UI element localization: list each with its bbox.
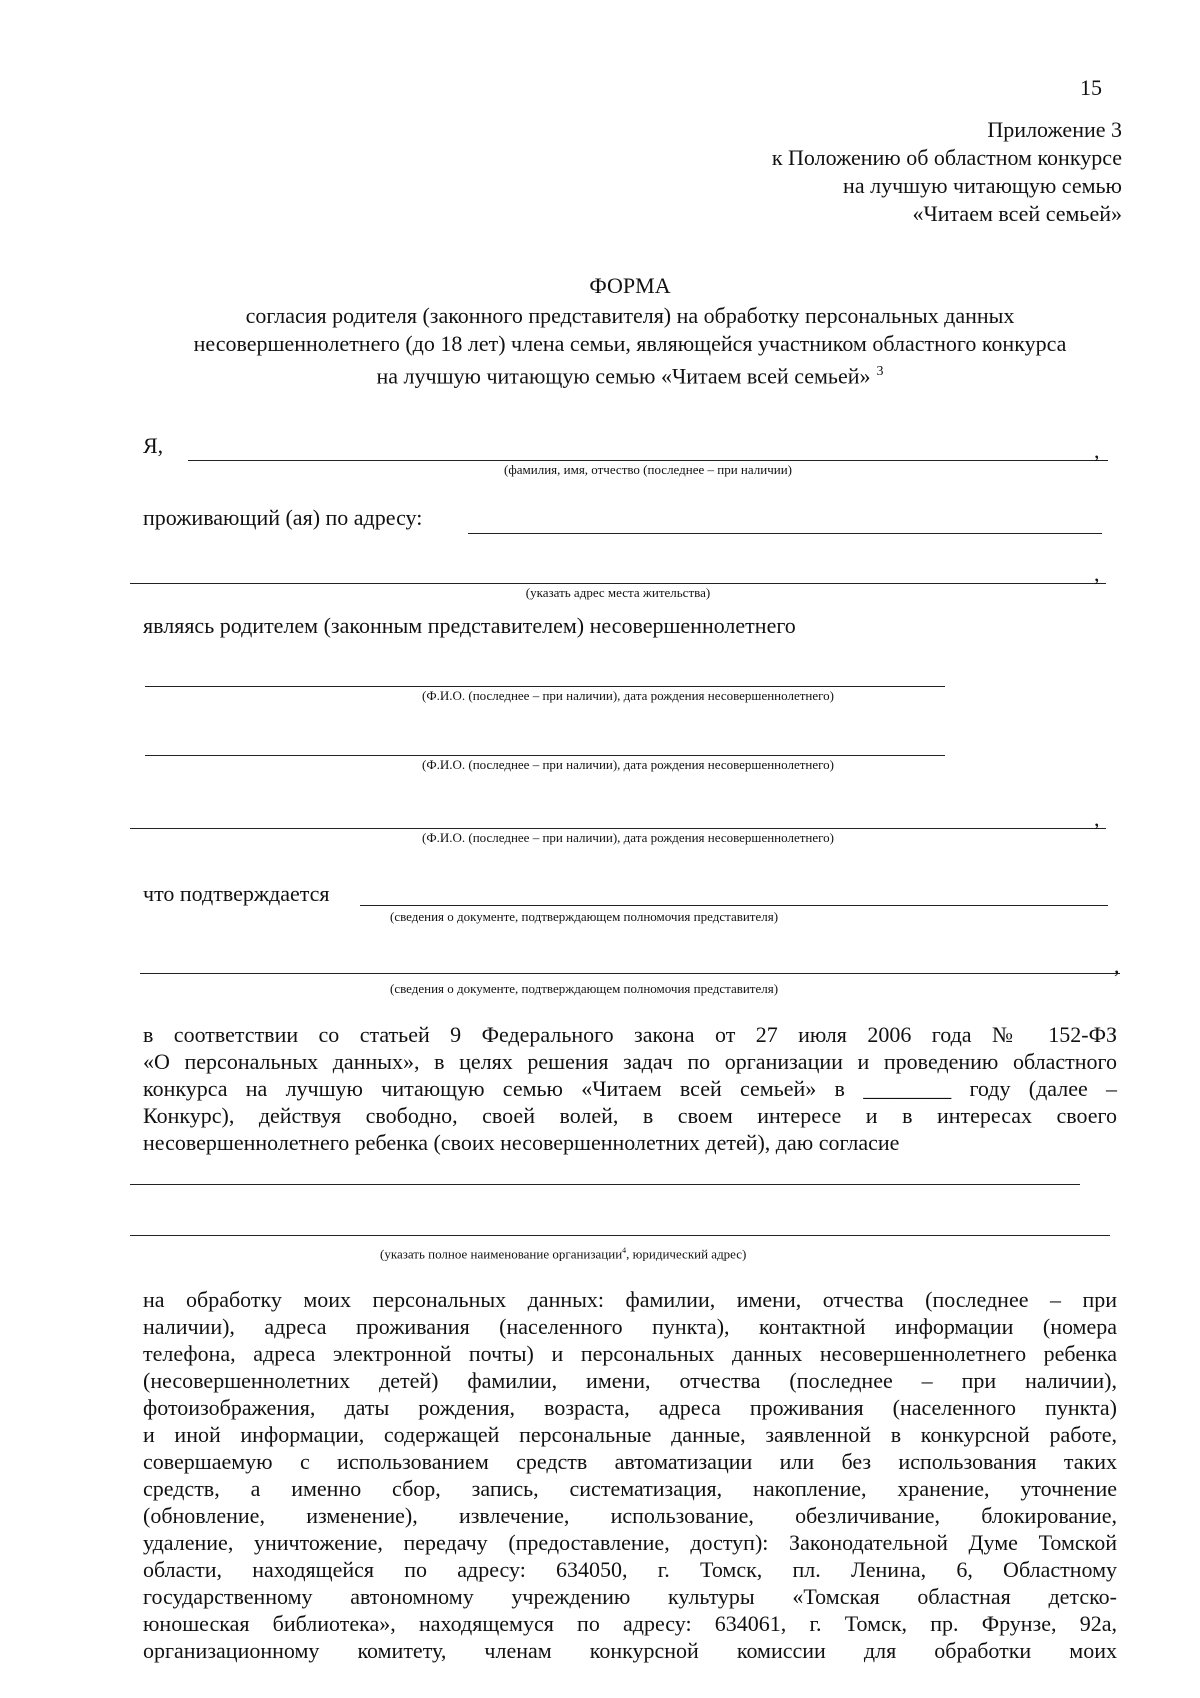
child-caption-1: (Ф.И.О. (последнее – при наличии), дата рождения несовершеннолетнего) <box>422 688 834 703</box>
paragraph2-line: организационному комитету, членам конкурсной комиссии для обработки моих <box>143 1638 1117 1663</box>
paragraph1-line: в соответствии со статьей 9 Федерального закона от 27 июля 2006 года № 152-ФЗ <box>143 1022 1117 1047</box>
doc-line-1[interactable] <box>360 905 1108 906</box>
form-title-line-2: несовершеннолетнего (до 18 лет) члена семьи, являющейся участником областного конкурса <box>193 331 1067 356</box>
page-number: 15 <box>1080 75 1102 100</box>
form-title-line-3: на лучшую читающую семью «Читаем всей семьей» $^3$ <box>376 363 884 389</box>
address-label: проживающий (ая) по адресу: <box>143 505 423 530</box>
org-line-1[interactable] <box>130 1184 1080 1185</box>
doc-comma: , <box>1114 953 1120 978</box>
org-footnote-mark: 4 <box>622 1246 627 1255</box>
paragraph2-line: фотоизображения, даты рождения, возраста, адреса проживания (населенного пункта) <box>143 1395 1117 1420</box>
form-title-line-1: согласия родителя (законного представителя) на обработку персональных данных <box>245 303 1015 328</box>
form-heading: ФОРМА <box>589 273 671 298</box>
address-comma: , <box>1094 561 1100 586</box>
fio-comma: , <box>1094 438 1100 463</box>
paragraph2-line: (несовершеннолетних детей) фамилии, имени, отчества (последнее – при наличии), <box>143 1368 1117 1393</box>
org-line-2[interactable] <box>130 1235 1110 1236</box>
paragraph2-line: (обновление, изменение), извлечение, использование, обезличивание, блокирование, <box>143 1503 1117 1528</box>
paragraph2-line: средств, а именно сбор, запись, систематизация, накопление, хранение, уточнение <box>143 1476 1117 1501</box>
consent-paragraph-1 <box>143 1021 1117 1156</box>
child-line-1[interactable] <box>145 686 945 687</box>
address-caption: (указать адрес места жительства) <box>525 585 711 600</box>
doc-line-2[interactable] <box>140 973 1120 974</box>
child-comma: , <box>1094 806 1100 831</box>
paragraph1-line: Конкурс), действуя свободно, своей волей, в своем интересе и в интересах своего <box>143 1103 1117 1128</box>
title-footnote-mark: 3 <box>876 364 884 379</box>
paragraph2-line: юношеская библиотека», находящемуся по адресу: 634061, г. Томск, пр. Фрунзе, 92а, <box>143 1611 1117 1636</box>
parent-label: являясь родителем (законным представителем) несовершеннолетнего <box>143 613 796 638</box>
appendix-line-2: к Положению об областном конкурсе <box>771 145 1122 170</box>
child-line-3[interactable] <box>130 828 1106 829</box>
confirm-label: что подтверждается <box>143 881 330 906</box>
doc-caption-2: (сведения о документе, подтверждающем полномочия представителя) <box>390 981 779 996</box>
paragraph2-line: совершаемую с использованием средств автоматизации или без использования таких <box>143 1449 1117 1474</box>
org-caption: (указать полное наименование организации$^4$, юридический адрес) <box>380 1246 747 1262</box>
consent-paragraph-2 <box>143 1286 1117 1664</box>
doc-caption-1: (сведения о документе, подтверждающем полномочия представителя) <box>390 909 779 924</box>
appendix-line-1: Приложение 3 <box>987 117 1122 142</box>
paragraph1-line: «О персональных данных», в целях решения задач по организации и проведению областного <box>143 1049 1117 1074</box>
paragraph2-line: наличии), адреса проживания (населенного пункта), контактной информации (номера <box>143 1314 1117 1339</box>
paragraph2-line: государственному автономному учреждению культуры «Томская областная детско- <box>143 1584 1117 1609</box>
paragraph1-line: конкурса на лучшую читающую семью «Читаем всей семьей» в ________ году (далее – <box>143 1076 1117 1101</box>
child-line-2[interactable] <box>145 755 945 756</box>
appendix-line-3: на лучшую читающую семью <box>843 173 1122 198</box>
paragraph2-line: на обработку моих персональных данных: фамилии, имени, отчества (последнее – при <box>143 1287 1117 1312</box>
appendix-line-4: «Читаем всей семьей» <box>912 201 1122 226</box>
fio-caption: (фамилия, имя, отчество (последнее – при наличии) <box>504 462 792 477</box>
address-line-1[interactable] <box>468 533 1102 534</box>
paragraph2-line: области, находящейся по адресу: 634050, г. Томск, пл. Ленина, 6, Областному <box>143 1557 1117 1582</box>
fio-line[interactable] <box>188 460 1108 461</box>
paragraph2-line: и иной информации, содержащей персональные данные, заявленной в конкурсной работе, <box>143 1422 1117 1447</box>
child-caption-2: (Ф.И.О. (последнее – при наличии), дата рождения несовершеннолетнего) <box>422 757 834 772</box>
paragraph2-line: удаление, уничтожение, передачу (предоставление, доступ): Законодательной Думе Томской <box>143 1530 1117 1555</box>
paragraph2-line: телефона, адреса электронной почты) и персональных данных несовершеннолетнего ребенка <box>143 1341 1117 1366</box>
i-label: Я, <box>143 433 164 458</box>
address-line-2[interactable] <box>130 583 1106 584</box>
paragraph1-line: несовершеннолетнего ребенка (своих несовершеннолетних детей), даю согласие <box>143 1130 900 1155</box>
child-caption-3: (Ф.И.О. (последнее – при наличии), дата рождения несовершеннолетнего) <box>422 830 834 845</box>
